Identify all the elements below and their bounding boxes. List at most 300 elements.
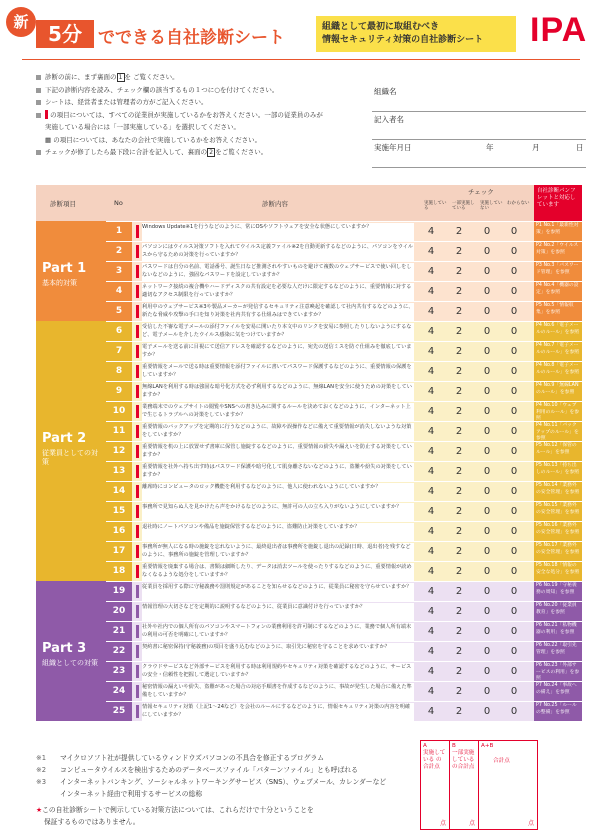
pamphlet-ref: P6 No.19「守秘義務の周知」を参照 — [534, 582, 582, 601]
table-row — [106, 321, 582, 341]
row-content: 受信した不審な電子メールの添付ファイルを安易に開いたり本文中のリンクを安易に参照したりしないようにするなど、電子メールを介したウイルス感染に気をつけていますか？ — [142, 323, 414, 341]
date-label: 実施年月日 — [374, 143, 412, 152]
row-number: 14 — [106, 482, 132, 501]
row-number: 17 — [106, 542, 132, 561]
check-option[interactable]: 2 — [455, 526, 463, 537]
all-staff-marker-icon — [136, 365, 139, 378]
all-staff-marker-icon — [136, 525, 139, 538]
table-row — [106, 581, 582, 601]
note-2 — [36, 764, 416, 776]
pamphlet-ref: P6 No.21「私物機器の利用」を参照 — [534, 622, 582, 641]
check-option[interactable]: 4 — [427, 266, 435, 277]
table-row — [106, 601, 582, 621]
pamphlet-ref: P3 No.3「パスワード管理」を参照 — [534, 262, 582, 281]
check-option[interactable]: 4 — [427, 586, 435, 597]
check-option[interactable]: 0 — [483, 386, 491, 397]
check-option[interactable]: 4 — [427, 346, 435, 357]
row-content: パソコンにはウイルス対策ソフトを入れてウイルス定義ファイル※2を自動更新するなどのように、パソコンをウイルスから守るための対策を行っていますか？ — [142, 243, 414, 261]
row-number: 3 — [106, 262, 132, 281]
score-a-unit: 点 — [439, 820, 446, 827]
check-option[interactable]: 0 — [510, 386, 518, 397]
check-option[interactable]: 0 — [510, 486, 518, 497]
all-staff-marker-icon — [136, 465, 139, 478]
pamphlet-ref: P6 No.20「従業員教育」を参照 — [534, 602, 582, 621]
all-staff-marker-icon — [45, 110, 48, 119]
score-a[interactable] — [421, 741, 450, 829]
check-option[interactable]: 0 — [483, 226, 491, 237]
ref-box-1: 1 — [117, 73, 125, 82]
check-option[interactable]: 0 — [483, 646, 491, 657]
pamphlet-ref: P4 No.7「電子メールのルール」を参照 — [534, 342, 582, 361]
row-content: ネットワーク接続の複合機やハードディスクの共有設定を必要な人だけに限定するなどのように、重要情報に対する適切なアクセス制限を行っていますか？ — [142, 283, 414, 301]
check-option[interactable]: 2 — [455, 666, 463, 677]
row-number: 23 — [106, 662, 132, 681]
check-option[interactable]: 2 — [455, 226, 463, 237]
disclaimer-1: この自社診断シートで例示している対策方法については、これらだけで十分ということを — [42, 806, 314, 814]
pamphlet-ref: P5 No.18「情報の安全な処分」を参照 — [534, 562, 582, 581]
check-option[interactable]: 4 — [427, 706, 435, 717]
instruction-2: 下記の診断内容を読み、チェック欄の該当するもの１つに○を付けてください。 — [36, 84, 366, 97]
check-option[interactable]: 0 — [510, 506, 518, 517]
check-option[interactable]: 0 — [483, 306, 491, 317]
entry-form — [372, 84, 586, 168]
table-header — [36, 185, 582, 221]
row-content: 情報セキュリティ対策（上記1～24など）を会社のルールにするなどのように、情報セキュリティ対策の内容を明確にしていますか？ — [142, 703, 414, 721]
check-option[interactable]: 0 — [510, 626, 518, 637]
header-c4: わからない — [507, 201, 530, 206]
pamphlet-ref: P5 No.14「業務外の安全管理」を参照 — [534, 482, 582, 501]
table-row — [106, 461, 582, 481]
all-staff-marker-icon — [136, 405, 139, 418]
check-option[interactable]: 4 — [427, 306, 435, 317]
star-icon: ★ — [36, 806, 43, 814]
check-option[interactable]: 2 — [455, 406, 463, 417]
check-option[interactable]: 4 — [427, 326, 435, 337]
all-staff-marker-icon — [136, 305, 139, 318]
date-field[interactable] — [372, 140, 586, 168]
check-option[interactable]: 2 — [455, 626, 463, 637]
year-label: 年 — [486, 143, 494, 152]
header-content: 診断内容 — [262, 200, 288, 208]
score-b-label: B — [452, 743, 456, 749]
pamphlet-ref: P1 No.1「最新性対策」を参照 — [534, 222, 582, 241]
check-option[interactable]: 4 — [427, 566, 435, 577]
table-row — [106, 661, 582, 681]
check-option[interactable]: 4 — [427, 626, 435, 637]
check-option[interactable]: 0 — [483, 366, 491, 377]
check-option[interactable]: 0 — [510, 306, 518, 317]
table-row — [106, 641, 582, 661]
score-box — [420, 740, 538, 830]
row-number: 13 — [106, 462, 132, 481]
header-c2: 一部実施している — [452, 201, 475, 211]
score-total-unit: 点 — [527, 820, 534, 827]
check-option[interactable]: 4 — [427, 506, 435, 517]
row-number: 9 — [106, 382, 132, 401]
row-number: 15 — [106, 502, 132, 521]
row-content: クラウドサービスなど外部サービスを利用する時は利用規約やセキュリティ対策を確認するなどのように、サービスの安全・信頼性を把握して選定していますか？ — [142, 663, 414, 681]
pamphlet-ref: P4 No.8「電子メールのルール」を参照 — [534, 362, 582, 381]
check-option[interactable]: 2 — [455, 246, 463, 257]
check-option[interactable]: 0 — [483, 466, 491, 477]
check-option[interactable]: 0 — [510, 606, 518, 617]
instruction-1-tail: を ご覧ください。 — [124, 73, 179, 81]
table-row — [106, 441, 582, 461]
section-part2 — [36, 321, 106, 581]
all-staff-marker-icon — [136, 225, 139, 238]
check-option[interactable]: 0 — [483, 526, 491, 537]
check-option[interactable]: 4 — [427, 486, 435, 497]
instruction-5 — [36, 134, 366, 147]
check-option[interactable]: 0 — [483, 606, 491, 617]
note-3 — [36, 776, 416, 788]
org-label: 組織名 — [374, 87, 397, 96]
check-option[interactable]: 0 — [510, 666, 518, 677]
all-staff-marker-icon — [136, 325, 139, 338]
company-marker-icon — [136, 665, 139, 678]
check-option[interactable]: 2 — [455, 346, 463, 357]
row-content: 事務所が無人になる時の施錠を忘れないように、最終退出者は事務所を施錠し退出の記録(日時、退出者)を残すなどのように、事務所の施錠を管理していますか？ — [142, 543, 414, 561]
instruction-5-text: の項目については、あなたの会社で実施しているかをお答えください。 — [53, 135, 262, 144]
table-row — [106, 621, 582, 641]
check-option[interactable]: 4 — [427, 426, 435, 437]
check-option[interactable]: 0 — [510, 566, 518, 577]
all-staff-marker-icon — [136, 545, 139, 558]
check-option[interactable]: 0 — [510, 346, 518, 357]
check-option[interactable]: 0 — [483, 326, 491, 337]
row-content: 退社時にノートパソコンや備品を施錠保管するなどのように、盗難防止対策をしていますか？ — [142, 523, 414, 541]
row-number: 16 — [106, 522, 132, 541]
pamphlet-ref: P4 No.10「ウェブ利用のルール」を参照 — [534, 402, 582, 421]
row-content: 事務所で見知らぬ人を見かけたら声をかけるなどのように、無許可の人の立ち入りがないようにしていますか？ — [142, 503, 414, 521]
score-a-text: 実施している の合計点 — [423, 750, 446, 770]
check-option[interactable]: 0 — [510, 406, 518, 417]
note-1-mark: ※1 — [36, 754, 47, 762]
table-row — [106, 561, 582, 581]
row-number: 19 — [106, 582, 132, 601]
row-number: 4 — [106, 282, 132, 301]
row-number: 7 — [106, 342, 132, 361]
row-number: 10 — [106, 402, 132, 421]
row-content: 電子メールを送る前に目視にて送信アドレスを確認するなどのように、宛先の送信ミスを防ぐ仕組みを徹底していますか？ — [142, 343, 414, 361]
table-row — [106, 421, 582, 441]
check-option[interactable]: 4 — [427, 386, 435, 397]
row-number: 2 — [106, 242, 132, 261]
row-content: 利用中のウェブサービス※3や製品メーカーが発信するセキュリティ注意喚起を確認して社内共有するなどのように、新たな脅威や攻撃の手口を知り対策を社内共有する仕組みはできていますか？ — [142, 303, 414, 321]
check-option[interactable]: 0 — [483, 626, 491, 637]
instruction-6-tail: をご覧ください。 — [215, 148, 268, 156]
row-content: 従業員を採用する際に守秘義務や罰則規定があることを知らせるなどのように、従業員に秘密を守らせていますか？ — [142, 583, 414, 601]
all-staff-marker-icon — [136, 265, 139, 278]
instruction-1 — [36, 71, 366, 84]
check-option[interactable]: 2 — [455, 706, 463, 717]
note-3b: インターネット経由で利用するサービスの総称 — [60, 790, 203, 798]
table-row — [106, 361, 582, 381]
note-2-mark: ※2 — [36, 766, 47, 774]
table-row — [106, 541, 582, 561]
check-option[interactable]: 0 — [510, 326, 518, 337]
check-option[interactable]: 4 — [427, 226, 435, 237]
pamphlet-ref: P4 No.6「電子メールのルール」を参照 — [534, 322, 582, 341]
new-badge: 新 — [6, 7, 36, 37]
check-option[interactable]: 0 — [483, 446, 491, 457]
header-no: No — [114, 199, 123, 207]
check-option[interactable]: 0 — [483, 686, 491, 697]
instructions — [36, 71, 366, 159]
check-option[interactable]: 2 — [455, 466, 463, 477]
company-marker-icon — [136, 625, 139, 638]
row-content: 離席時にコンピュータのロック機能を利用するなどのように、他人に使われないようにしていますか？ — [142, 483, 414, 501]
row-number: 21 — [106, 622, 132, 641]
check-option[interactable]: 4 — [427, 666, 435, 677]
check-option[interactable]: 0 — [483, 566, 491, 577]
row-content: 重要情報を机の上に放置せず書庫に保管し施錠するなどのように、重要情報の紛失や漏えいを防止する対策をしていますか？ — [142, 443, 414, 461]
table-row — [106, 341, 582, 361]
company-marker-icon — [136, 685, 139, 698]
header-check: チェック — [468, 188, 494, 196]
instruction-4b: 実施している場合には「一部実施している」を選択してください。 — [45, 123, 240, 131]
company-marker-icon — [136, 705, 139, 718]
check-option[interactable]: 2 — [455, 386, 463, 397]
check-option[interactable]: 0 — [510, 686, 518, 697]
row-number: 8 — [106, 362, 132, 381]
check-option[interactable]: 0 — [510, 706, 518, 717]
note-3-mark: ※3 — [36, 778, 47, 786]
check-option[interactable]: 2 — [455, 426, 463, 437]
table-row — [106, 241, 582, 261]
pamphlet-ref: P5 No.5「情報収集」を参照 — [534, 302, 582, 321]
pamphlet-ref: P5 No.13「持ち出しのルール」を参照 — [534, 462, 582, 481]
table-row — [106, 261, 582, 281]
instruction-6-text: チェックが修了したら最下段に合計を記入して、裏面の — [45, 148, 208, 156]
all-staff-marker-icon — [136, 245, 139, 258]
pamphlet-ref: P7 No.25「ルールの整備」を参照 — [534, 702, 582, 721]
section-3-title: Part 3 — [42, 641, 87, 656]
row-number: 25 — [106, 702, 132, 721]
all-staff-marker-icon — [136, 445, 139, 458]
check-option[interactable]: 4 — [427, 246, 435, 257]
check-option[interactable]: 4 — [427, 546, 435, 557]
row-number: 24 — [106, 682, 132, 701]
check-option[interactable]: 2 — [455, 586, 463, 597]
all-staff-marker-icon — [136, 345, 139, 358]
subtitle-line2: 情報セキュリティ対策の自社診断シート — [322, 35, 484, 45]
pamphlet-ref: P5 No.16「業務外の安全管理」を参照 — [534, 522, 582, 541]
check-option[interactable]: 4 — [427, 286, 435, 297]
check-option[interactable]: 0 — [483, 506, 491, 517]
check-option[interactable]: 2 — [455, 306, 463, 317]
footnotes — [36, 752, 416, 828]
pamphlet-ref: P4 No.4「機器の設定」を参照 — [534, 282, 582, 301]
name-label: 記入者名 — [374, 115, 404, 124]
check-option[interactable]: 4 — [427, 606, 435, 617]
check-option[interactable]: 2 — [455, 446, 463, 457]
row-content: 重要情報を社外へ持ち出す時はパスワード保護や暗号化して肌身離さないなどのように、盗難や紛失の対策をしていますか？ — [142, 463, 414, 481]
pamphlet-ref: P4 No.9「無線LANのルール」を参照 — [534, 382, 582, 401]
row-content: 重要情報を廃棄する場合は、書類は細断したり、データは消去ツールを使ったりするなどのように、重要情報が読めなくなるような処分をしていますか？ — [142, 563, 414, 581]
check-option[interactable]: 0 — [510, 226, 518, 237]
check-option[interactable]: 2 — [455, 566, 463, 577]
check-option[interactable]: 0 — [483, 286, 491, 297]
section-3-sub: 組織としての対策 — [42, 659, 98, 667]
check-option[interactable]: 4 — [427, 646, 435, 657]
table-row — [106, 301, 582, 321]
score-b-unit: 点 — [468, 820, 475, 827]
instruction-4-text: の項目については、すべての従業員が実施しているかをお答えください。一部の従業員のみが — [50, 110, 323, 119]
section-part1 — [36, 221, 106, 321]
note-3-text: インターネットバンキング、ソーシャルネットワーキングサービス（SNS）、ウェブメール、カレンダーなど — [60, 778, 387, 786]
table-row — [106, 401, 582, 421]
table-row — [106, 501, 582, 521]
day-label: 日 — [576, 143, 584, 152]
check-option[interactable]: 0 — [510, 426, 518, 437]
check-option[interactable]: 0 — [483, 546, 491, 557]
check-option[interactable]: 0 — [510, 646, 518, 657]
check-option[interactable]: 2 — [455, 326, 463, 337]
section-2-sub: 従業員としての対策 — [42, 449, 98, 466]
pamphlet-ref: P5 No.12「保管のルール」を参照 — [534, 442, 582, 461]
row-content: 業務端末でのウェブサイトの閲覧やSNSへの書き込みに関するルールを決めておくなどのように、インターネット上で生じるトラブルへの対策をしていますか？ — [142, 403, 414, 421]
score-total[interactable] — [479, 741, 537, 829]
row-content: 秘密情報の漏えいや紛失、盗難があった場合の対応手順書を作成するなどのように、事故が発生した場合に備えた準備をしていますか？ — [142, 683, 414, 701]
subtitle-line1: 組織として最初に取組むべき — [322, 22, 440, 32]
company-marker-icon — [136, 645, 139, 658]
table-row — [106, 481, 582, 501]
table-row — [106, 221, 582, 241]
row-content: パスワードは自分の名前、電話番号、誕生日など推測されやすいものを避けて複数のウェブサービスで使い回しをしないなどのように、強固なパスワードを設定していますか？ — [142, 263, 414, 281]
note-1 — [36, 752, 416, 764]
row-content: 情報管理の大切さなどを定期的に説明するなどのように、従業員に意識付けを行っていますか？ — [142, 603, 414, 621]
header — [0, 0, 600, 60]
header-c3: 実施していない — [480, 201, 503, 211]
row-number: 22 — [106, 642, 132, 661]
pamphlet-ref: P6 No.22「取引先管理」を参照 — [534, 642, 582, 661]
pamphlet-ref: P2 No.2「ウイルス対策」を参照 — [534, 242, 582, 261]
row-content: 重要情報をメールで送る時は重要情報を添付ファイルに書いてパスワード保護するなどのように、重要情報の保護をしていますか？ — [142, 363, 414, 381]
subtitle-box — [316, 16, 516, 52]
check-option[interactable]: 0 — [510, 366, 518, 377]
header-c1: 実施している — [424, 201, 447, 211]
check-option[interactable]: 2 — [455, 606, 463, 617]
check-option[interactable]: 2 — [455, 686, 463, 697]
check-option[interactable]: 2 — [455, 366, 463, 377]
section-1-title: Part 1 — [42, 261, 87, 276]
page-title: でできる自社診断シート — [98, 28, 285, 48]
row-number: 11 — [106, 422, 132, 441]
row-content: 無線LANを利用する時は強固な暗号化方式を必ず利用するなどのように、無線LANを安全に使うための対策をしていますか？ — [142, 383, 414, 401]
score-total-label: A+B — [481, 743, 494, 749]
row-number: 5 — [106, 302, 132, 321]
pamphlet-ref: P5 No.17「業務外の安全管理」を参照 — [534, 542, 582, 561]
all-staff-marker-icon — [136, 285, 139, 298]
check-option[interactable]: 4 — [427, 446, 435, 457]
check-option[interactable]: 0 — [483, 706, 491, 717]
check-option[interactable]: 4 — [427, 466, 435, 477]
all-staff-marker-icon — [136, 565, 139, 578]
month-label: 月 — [532, 143, 540, 152]
instruction-4 — [36, 109, 366, 122]
check-option[interactable]: 0 — [510, 586, 518, 597]
title-minutes: 5分 — [36, 20, 94, 48]
company-marker-icon — [136, 605, 139, 618]
check-option[interactable]: 2 — [455, 506, 463, 517]
row-content: 契約書に秘密保持(守秘義務)の項目を盛り込むなどのように、取引先に秘密を守ることを求めていますか？ — [142, 643, 414, 661]
table-row — [106, 521, 582, 541]
check-option[interactable]: 4 — [427, 526, 435, 537]
check-option[interactable]: 2 — [455, 646, 463, 657]
row-number: 1 — [106, 222, 132, 241]
row-number: 12 — [106, 442, 132, 461]
check-option[interactable]: 0 — [483, 346, 491, 357]
all-staff-marker-icon — [136, 485, 139, 498]
all-staff-marker-icon — [136, 505, 139, 518]
disclaimer — [36, 804, 416, 816]
row-number: 6 — [106, 322, 132, 341]
check-option[interactable]: 0 — [483, 486, 491, 497]
table-row — [106, 701, 582, 721]
all-staff-marker-icon — [136, 385, 139, 398]
check-option[interactable]: 0 — [483, 426, 491, 437]
check-option[interactable]: 0 — [510, 546, 518, 557]
row-number: 18 — [106, 562, 132, 581]
section-part3 — [36, 581, 106, 721]
check-option[interactable]: 0 — [483, 266, 491, 277]
pamphlet-ref: P5 No.15「業務外の安全管理」を参照 — [534, 502, 582, 521]
pamphlet-ref: P7 No.24「事故への備え」を参照 — [534, 682, 582, 701]
check-option[interactable]: 0 — [510, 446, 518, 457]
header-ref: 自社診断パンフレットと対応しています — [534, 185, 582, 221]
note-1-text: マイクロソフト社が提供しているウィンドウズパソコンの不具合を修正するプログラム — [60, 754, 324, 762]
check-option[interactable]: 4 — [427, 406, 435, 417]
instruction-1-text: 診断の前に、まず裏面の — [45, 73, 117, 81]
check-option[interactable]: 0 — [483, 666, 491, 677]
score-a-label: A — [423, 743, 427, 749]
check-option[interactable]: 0 — [510, 286, 518, 297]
company-marker-icon — [136, 585, 139, 598]
check-option[interactable]: 2 — [455, 546, 463, 557]
ipa-logo: IPA — [530, 11, 588, 49]
check-option[interactable]: 4 — [427, 366, 435, 377]
company-marker-icon: ▦ — [45, 135, 52, 144]
check-option[interactable]: 0 — [483, 406, 491, 417]
section-1-sub: 基本的対策 — [42, 279, 77, 287]
check-option[interactable]: 2 — [455, 486, 463, 497]
check-option[interactable]: 0 — [510, 466, 518, 477]
row-content: 社外や社内での個人所有のパソコンやスマートフォンの業務利用を許可制にするなどのように、業務で個人所有端末の利用の可否を明確にしていますか？ — [142, 623, 414, 641]
note-2-text: コンピュータウイルスを検出するためのデータベースファイル「パターンファイル」とも呼ばれる — [60, 766, 358, 774]
instruction-6 — [36, 146, 366, 159]
check-option[interactable]: 0 — [483, 246, 491, 257]
org-field[interactable] — [372, 84, 586, 112]
check-option[interactable]: 0 — [510, 246, 518, 257]
check-option[interactable]: 0 — [510, 266, 518, 277]
pamphlet-ref: P4 No.11「バックアップのルール」を参照 — [534, 422, 582, 441]
score-b[interactable] — [450, 741, 479, 829]
header-divider — [22, 59, 580, 60]
name-field[interactable] — [372, 112, 586, 140]
check-option[interactable]: 2 — [455, 266, 463, 277]
table-row — [106, 281, 582, 301]
header-item: 診断項目 — [50, 200, 76, 208]
check-option[interactable]: 4 — [427, 686, 435, 697]
section-2-title: Part 2 — [42, 431, 87, 446]
disclaimer-2: 保証するものではありません。 — [44, 818, 140, 826]
check-option[interactable]: 0 — [483, 586, 491, 597]
row-number: 20 — [106, 602, 132, 621]
check-option[interactable]: 2 — [455, 286, 463, 297]
check-option[interactable]: 0 — [510, 526, 518, 537]
row-content: Windows Update※1を行うなどのように、常にOSやソフトウェアを安全な状態にしていますか？ — [142, 223, 414, 241]
